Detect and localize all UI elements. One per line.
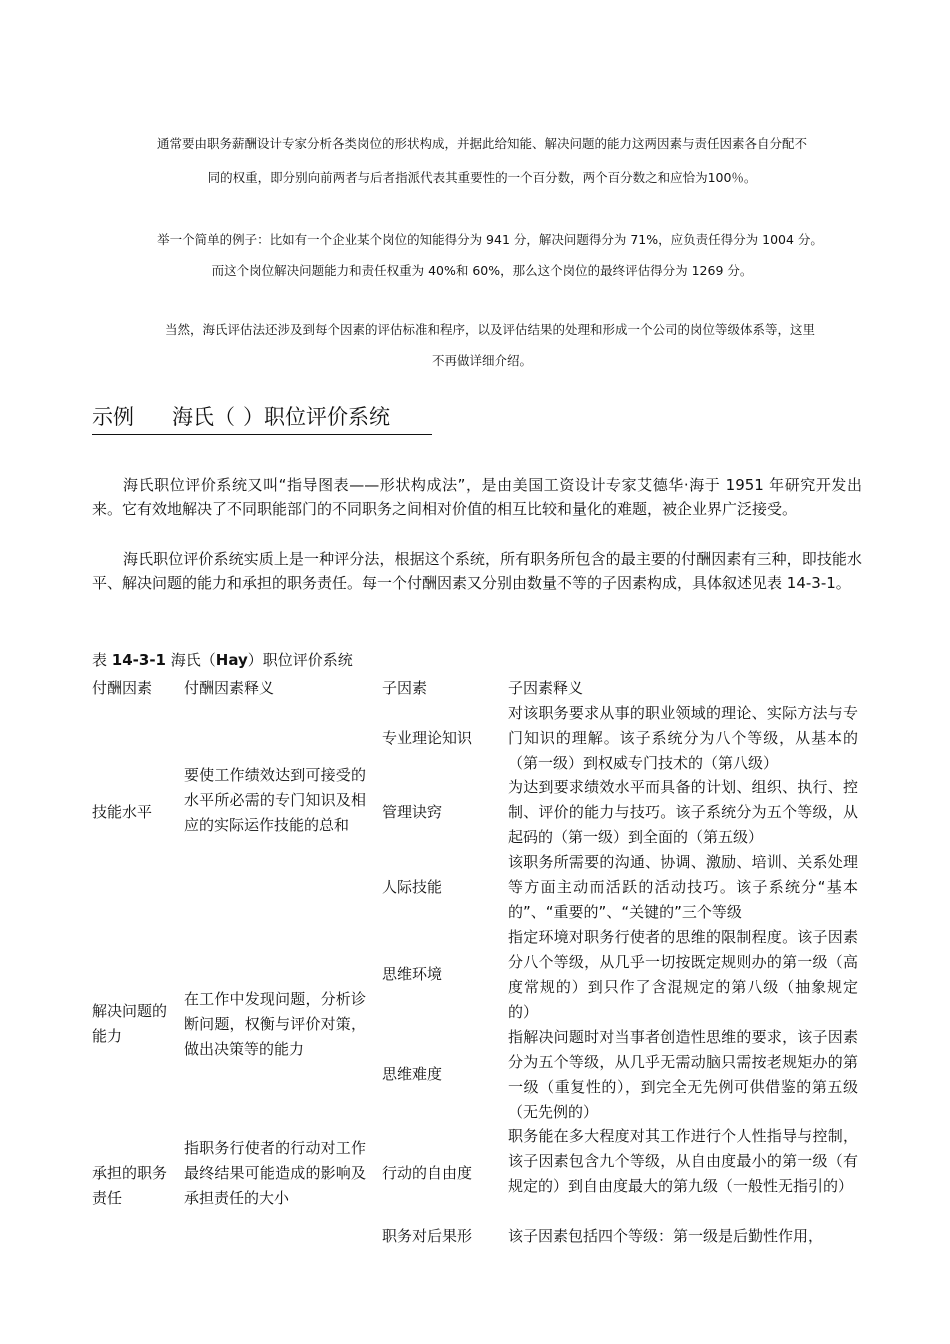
- table-subfactor-cell: 行动的自由度: [382, 1164, 473, 1182]
- body-paragraph-1: 海氏职位评价系统又叫“指导图表——形状构成法”，是由美国工资设计专家艾德华·海于 1951 年研究开发出来。它有效地解决了不同职能部门的不同职务之间相对价值的相互比较和量化的难题，被企业界广泛接受。: [92, 476, 862, 518]
- table-factor-cell: 技能水平: [92, 803, 153, 821]
- intro-para-3-line-1: 当然，海氏评估法还涉及到每个因素的评估标准和程序，以及评估结果的处理和形成一个公司的岗位等级体系等，这里: [164, 322, 815, 337]
- table-subfactor-cell: 人际技能: [382, 878, 443, 896]
- section-heading: [92, 400, 432, 435]
- table-subfactor-cell: 管理诀窍: [382, 803, 443, 821]
- table-factor-desc-cell: 指职务行使者的行动对工作最终结果可能造成的影响及承担责任的大小: [184, 1139, 366, 1207]
- table-subfactor-desc-cell: 为达到要求绩效水平而具备的计划、组织、执行、控制、评价的能力与技巧。该子系统分为五个等级，从起码的（第一级）到全面的（第五级）: [508, 778, 858, 846]
- intro-para-1-line-2: 同的权重，即分别向前两者与后者指派代表其重要性的一个百分数，两个百分数之和应恰为100％。: [207, 170, 757, 185]
- intro-para-2-line-2: 而这个岗位解决问题能力和责任权重为 40%和 60%，那么这个岗位的最终评估得分为 1269 分。: [211, 263, 753, 278]
- table-factor-cell: 承担的职务责任: [92, 1164, 168, 1207]
- intro-para-1-line-1: 通常要由职务薪酬设计专家分析各类岗位的形状构成，并据此给知能、解决问题的能力这两因素与责任因素各自分配不: [156, 136, 807, 151]
- table-subfactor-desc-cell: 职务能在多大程度对其工作进行个人性指导与控制，该子因素包含九个等级，从自由度最小的第一级（有规定的）到自由度最大的第九级（一般性无指引的）: [508, 1127, 858, 1195]
- table-header-subfactor-desc: 子因素释义: [508, 679, 584, 697]
- table-factor-desc-cell: 在工作中发现问题，分析诊断问题，权衡与评价对策，做出决策等的能力: [184, 990, 366, 1058]
- table-header-subfactor: 子因素: [382, 679, 428, 697]
- table-subfactor-desc-cell: 指定环境对职务行使者的思维的限制程度。该子因素分八个等级，从几乎一切按既定规则办的第一级（高度常规的）到只作了含混规定的第八级（抽象规定的）: [508, 928, 858, 1021]
- intro-para-3-line-2: 不再做详细介绍。: [431, 353, 532, 368]
- table-caption: 表 14-3-1 海氏（Hay）职位评价系统: [92, 651, 353, 669]
- body-paragraph-2: 海氏职位评价系统实质上是一种评分法，根据这个系统，所有职务所包含的最主要的付酬因素有三种，即技能水平、解决问题的能力和承担的职务责任。每一个付酬因素又分别由数量不等的子因素构成，具体叙述见表 14-3-1。: [92, 550, 862, 592]
- section-title-part-a: 海氏（: [172, 405, 235, 429]
- table-header-factor: 付酬因素: [92, 679, 153, 697]
- table-subfactor-cell: 思维难度: [382, 1065, 443, 1083]
- section-title-part-b: ）职位评价系统: [243, 405, 390, 429]
- table-subfactor-cell: 专业理论知识: [382, 729, 473, 747]
- table-factor-cell: 解决问题的能力: [92, 1002, 168, 1045]
- table-subfactor-desc-cell: 指解决问题时对当事者创造性思维的要求，该子因素分为五个等级，从几乎无需动脑只需按老规矩办的第一级（重复性的），到完全无先例可供借鉴的第五级（无先例的）: [508, 1028, 858, 1121]
- table-subfactor-desc-cell: 对该职务要求从事的职业领域的理论、实际方法与专门知识的理解。该子系统分为八个等级，从基本的（第一级）到权威专门技术的（第八级）: [508, 704, 858, 772]
- table-subfactor-desc-cell: 该子因素包括四个等级：第一级是后勤性作用，: [508, 1227, 824, 1245]
- table-header-factor-desc: 付酬因素释义: [184, 679, 275, 697]
- table-subfactor-desc-cell: 该职务所需要的沟通、协调、激励、培训、关系处理等方面主动而活跃的活动技巧。该子系统分“基本的”、“重要的”、“关键的”三个等级: [508, 853, 858, 921]
- table-subfactor-cell: 职务对后果形: [382, 1227, 473, 1245]
- table-factor-desc-cell: 要使工作绩效达到可接受的水平所必需的专门知识及相应的实际运作技能的总和: [184, 766, 366, 834]
- table-subfactor-cell: 思维环境: [382, 965, 443, 983]
- section-label: 示例: [92, 405, 134, 429]
- intro-para-2-line-1: 举一个简单的例子：比如有一个企业某个岗位的知能得分为 941 分，解决问题得分为 71%，应负责任得分为 1004 分。: [157, 232, 823, 247]
